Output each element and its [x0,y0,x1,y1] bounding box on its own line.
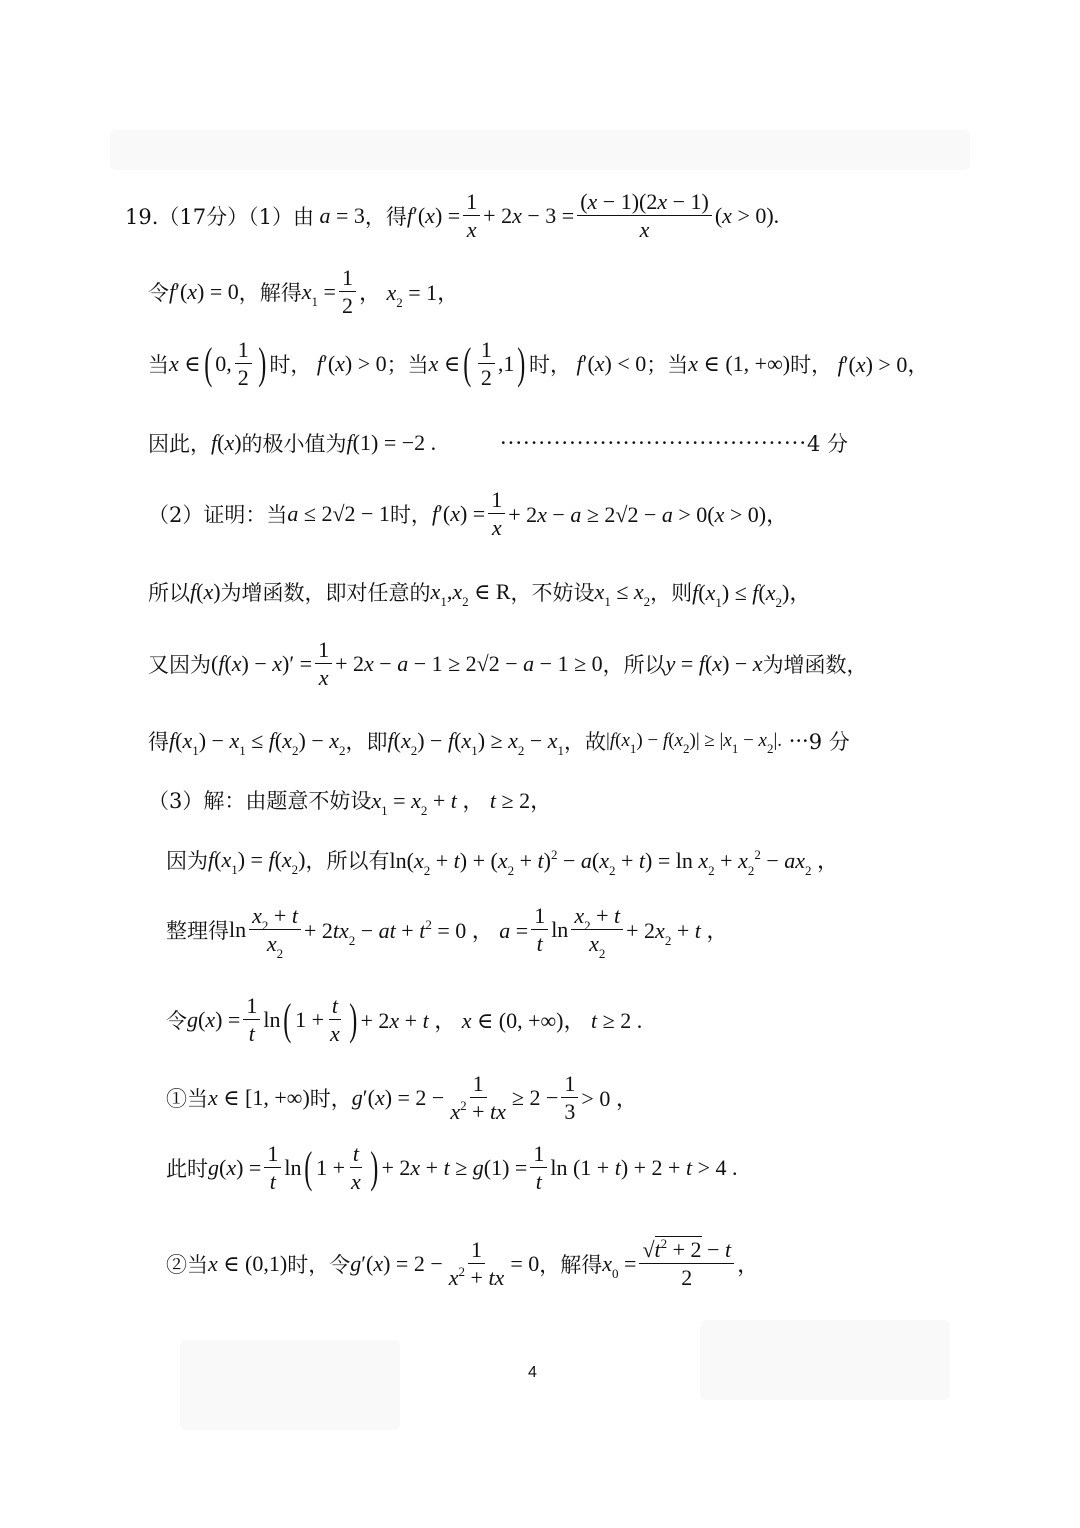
text: 时， [269,352,312,377]
text: 因为 [166,848,208,873]
line-14 [166,1142,738,1193]
fraction: $\frac{1}{t}$ [264,1142,281,1193]
line-6 [148,576,812,610]
fraction: $\frac{t}{x}$ [351,1141,361,1195]
math: = 0 [510,1250,540,1276]
line-7 [148,638,868,689]
math: (f(x) − x)′ = [211,650,313,676]
text: 当 [148,352,169,377]
fraction: $\frac{1}{2}$ [478,338,495,389]
math: $f(x_1) - x_1 \le f(x_2) - x_2$ [169,728,346,758]
math: f′(x) > 0， [837,352,930,378]
math: x ∈ (0,1) [208,1250,288,1276]
math: g′(x) = 2 − [351,1084,445,1110]
scan-shade-bottom-left [180,1340,400,1430]
text: 为增函数， [762,652,868,677]
text: ；当 [646,352,689,377]
math: g(x) = [208,1154,262,1180]
text: ；当 [386,352,429,377]
text: ①当 [166,1086,208,1111]
math: $x_0$ = [602,1250,637,1281]
fraction: $\frac{1}{t}$ [243,994,260,1045]
math: ln [551,916,569,942]
math: 1 + [316,1154,346,1180]
math: + 2x − a ≥ 2√2 − a > 0(x > 0)， [508,502,789,528]
leader-dots: ········································ [500,431,808,455]
math: $\ln(x_2 + t) + (x_2 + t)^2 - a(x_2 + t) = \ln x_2 + x_2^2 - ax_2$ ， [389,847,840,878]
fraction: $\frac{1}{x}$ [463,190,480,241]
math: ln [284,1154,302,1180]
paren: ( [463,338,472,388]
text: 又因为 [148,652,211,677]
score-4: 4 分 [807,432,849,456]
math: > 0 ， [581,1086,638,1112]
text: 令 [166,1008,187,1033]
line-3 [148,338,929,389]
math: $f(x_2) - f(x_1) \ge x_2 - x_1$ [387,728,565,758]
math: $x_1$ = [301,278,336,309]
paren: ( [203,338,212,388]
text: ，故 [564,730,607,754]
math: $x_1,x_2$ ∈ R [430,578,511,609]
fraction: $\frac{1}{3}$ [561,1072,578,1123]
text: ，解得 [238,280,302,305]
math: y = f(x) − x [665,650,763,676]
math: ， $x_2 = 1$， [358,280,460,311]
fraction: $\frac{x_2 + t}{x_2}$ [249,904,301,955]
math: + 2x − a − 1 ≥ 2√2 − a − 1 ≥ 0 [335,650,603,676]
paren: ) [370,1142,379,1192]
math: = 3 [330,202,365,228]
math: f(x) [211,430,242,455]
math: x ∈ [1, +∞) [208,1084,310,1110]
text: 得 [148,730,169,754]
math: ln (1 + t) + 2 + t > 4 . [550,1154,738,1180]
text: ，不妨设 [510,580,595,605]
fraction: $\frac{(x - 1)(2x - 1)}{x}$ [577,190,712,241]
math: x ∈ [169,350,201,376]
text: 时，令 [287,1252,351,1277]
scan-shade-top [110,130,970,170]
fraction: $\frac{1}{t}$ [530,1142,547,1193]
math: ln [263,1006,281,1032]
line-10 [166,844,840,878]
line-12 [166,994,642,1045]
line-15 [166,1238,759,1289]
line-2 [148,266,459,317]
math: ≥ 2 − [511,1084,559,1110]
line-5 [148,488,788,539]
line-9 [148,784,553,818]
math: g(x) = [187,1006,241,1032]
text: 时， [529,352,572,377]
math: ， [737,1252,760,1278]
math: $x_1 = x_2 + t$ ， t ≥ 2， [371,788,553,818]
math: f′(x) = 0 [169,278,239,304]
math: (x > 0). [714,202,780,228]
text: ，得 [364,204,407,229]
math: + 2x − 3 = [483,202,575,228]
line-11 [166,903,729,962]
text: 时， [790,352,833,377]
text: ，则 [650,580,693,605]
text: 时， [389,502,432,527]
fraction: $\frac{t}{x}$ [330,993,340,1047]
math: f′(x) = [431,500,486,526]
math: f′(x) < 0 [576,350,647,376]
math: f′(x) = [406,202,461,228]
text: 时， [309,1086,352,1111]
text: （2）证明：当 [148,502,288,527]
text: 整理得 [166,918,229,943]
math: + 2x + t ， x ∈ (0, +∞)， t ≥ 2 . [360,1008,643,1034]
math: $|f(x_1) - f(x_2)| \ge |x_1 - x_2|$. [606,730,783,756]
line-4 [148,428,436,458]
math: ,1 [497,350,515,376]
math: + $2x_2 + t$ ， [626,918,729,949]
paren: ( [304,1142,313,1192]
math: f(x) [190,578,221,604]
fraction: $\frac{1}{2}$ [235,338,252,389]
fraction: $\frac{1}{x}$ [315,638,332,689]
math: f′(x) > 0 [316,350,387,376]
math: x ∈ (1, +∞) [688,350,791,376]
math: 0, [215,350,232,376]
line-8 [148,726,850,756]
text: ②当 [166,1252,208,1277]
math: ln [229,916,247,942]
fraction: $\frac{√t^2 + 2 - t}{2}$ [639,1238,734,1289]
math: $f(x_1) = f(x_2)$ [208,846,306,877]
text: 因此， [148,432,211,456]
paren: ) [258,338,267,388]
score-line-4 [500,428,848,458]
fraction: $\frac{x_2 + t}{x_2}$ [571,904,623,955]
math: + 2x + t ≥ g(1) = [381,1154,528,1180]
text: ，所以 [602,652,666,677]
math: g′(x) = 2 − [350,1250,443,1276]
paren: ( [283,994,292,1044]
math: + $2tx_2$ − at + $t^2 = 0$ ， a = [303,917,529,949]
text: 令 [148,280,169,305]
text: 此时 [166,1156,208,1181]
leader-dots: ··· [782,729,809,753]
math: $x_1 \le x_2$ [594,578,651,609]
line-13 [166,1072,638,1123]
math: a ≤ 2√2 − 1 [287,500,390,526]
score-9: 9 分 [808,730,850,754]
text: （3）解：由题意不妨设 [148,788,372,813]
line-1 [125,190,779,241]
text: ，解得 [539,1252,603,1277]
math: f(1) = −2 . [346,430,437,455]
math: 1 + [295,1006,325,1032]
scan-shade-bottom-right [700,1320,950,1400]
text: 为增函数，即对任意的 [220,580,431,605]
text: ，所以有 [305,848,390,873]
text: ，即 [345,730,388,754]
text: 所以 [148,580,190,605]
text: 的极小值为 [241,432,347,456]
paren: ) [349,994,358,1044]
fraction: $\frac{1}{2}$ [339,266,356,317]
page-number: 4 [528,1364,537,1381]
math: a [313,202,331,228]
fraction: $\frac{1}{t}$ [531,904,548,955]
paren: ) [517,338,526,388]
math: $f(x_1) \le f(x_2)$， [692,580,812,610]
fraction: $\frac{1}{x}$ [488,488,505,539]
math: x ∈ [428,350,461,376]
header-text: 19.（17分）（1）由 [125,204,314,229]
fraction: $\frac{1}{x^2 + tx}$ [450,1071,506,1125]
fraction: $\frac{1}{x^2 + tx}$ [448,1237,505,1291]
